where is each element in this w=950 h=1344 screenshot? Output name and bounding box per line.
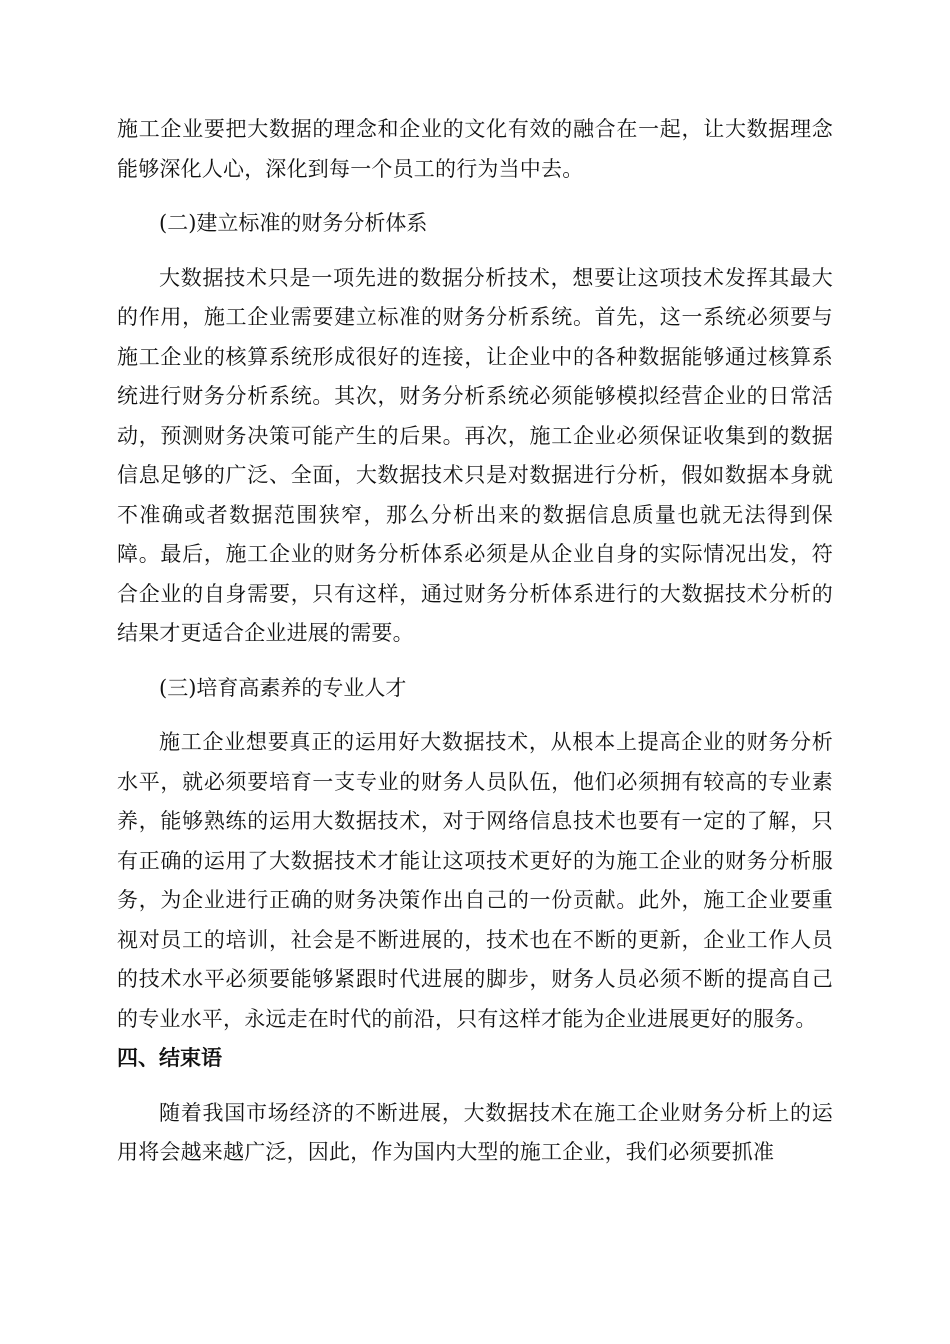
subheading-3: (三)培育高素养的专业人才 bbox=[159, 675, 407, 700]
paragraph-continued: 施工企业要把大数据的理念和企业的文化有效的融合在一起，让大数据理念能够深化人心，深化到每一个员工的行为当中去。 bbox=[117, 117, 833, 181]
paragraph-2: 大数据技术只是一项先进的数据分析技术，想要让这项技术发挥其最大的作用，施工企业需要建立标准的财务分析系统。首先，这一系统必须要与施工企业的核算系统形成很好的连接，让企业中的各种数据能够通过核算系统进行财务分析系统。其次，财务分析系统必须能够模拟经营企业的日常活动，预测财务决策可能产生的后果。再次，施工企业必须保证收集到的数据信息足够的广泛、全面，大数据技术只是对数据进行分析，假如数据本身就不准确或者数据范围狭窄，那么分析出来的数据信息质量也就无法得到保障。最后，施工企业的财务分析体系必须是从企业自身的实际情况出发，符合企业的自身需要，只有这样，通过财务分析体系进行的大数据技术分析的结果才更适合企业进展的需要。 bbox=[117, 265, 833, 645]
document-page bbox=[117, 110, 833, 1173]
paragraph-3: 施工企业想要真正的运用好大数据技术，从根本上提高企业的财务分析水平，就必须要培育一支专业的财务人员队伍，他们必须拥有较高的专业素养，能够熟练的运用大数据技术，对于网络信息技术也要有一定的了解，只有正确的运用了大数据技术才能让这项技术更好的为施工企业的财务分析服务，为企业进行正确的财务决策作出自己的一份贡献。此外，施工企业要重视对员工的培训，社会是不断进展的，技术也在不断的更新，企业工作人员的技术水平必须要能够紧跟时代进展的脚步，财务人员必须不断的提高自己的专业水平，永远走在时代的前沿，只有这样才能为企业进展更好的服务。 bbox=[117, 730, 833, 1031]
paragraph-4: 随着我国市场经济的不断进展，大数据技术在施工企业财务分析上的运用将会越来越广泛，因此，作为国内大型的施工企业，我们必须要抓准 bbox=[117, 1100, 833, 1164]
subheading-2: (二)建立标准的财务分析体系 bbox=[159, 211, 428, 235]
section-heading-4: 四、结束语 bbox=[117, 1046, 222, 1070]
